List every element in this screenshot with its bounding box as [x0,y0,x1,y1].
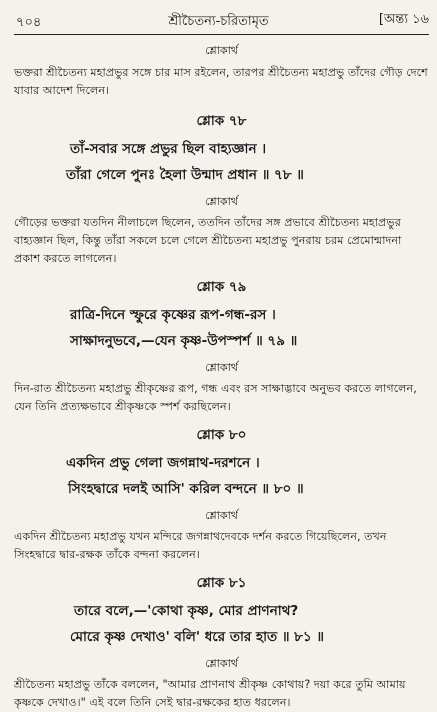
verse-number: শ্লোক ৭৯ [196,279,247,295]
verse-block-80 [14,424,429,564]
translation-label: শ্লোকার্থ [205,361,238,374]
translation-label: শ্লোকার্থ [205,657,238,670]
verse-line-2: সাক্ষাদনুভবে,—যেন কৃষ্ণ-উপস্পর্শ ॥ ৭৯ ॥ [70,333,298,349]
translation-text: গৌড়ের ভক্তরা যতদিন নীলাচলে ছিলেন, ততদিন তাঁদের সঙ্গ প্রভাবে শ্রীচৈতন্য মহাপ্রভুর বাহ্যজ্ঞান ছিল, কিন্তু তাঁরা সকলে চলে গেলে শ্রীচৈতন্য মহাপ্রভু পুনরায় চরম প্রেমোন্মাদনা প্রকাশ করতে লাগলেন। [14,216,402,265]
verse-number: শ্লোক ৭৮ [196,113,247,129]
translation-text: দিন-রাত শ্রীচৈতন্য মহাপ্রভু শ্রীকৃষ্ণের রূপ, গন্ধ এবং রস সাক্ষাদ্ভাবে অনুভব করতে লাগলেন, যেন তিনি প্রত্যক্ষভাবে শ্রীকৃষ্ণকে স্পর্শ করছিলেন। [14,382,417,413]
header-rule [14,34,429,35]
verse-number: শ্লোক ৮০ [196,427,247,443]
translation-text: শ্রীচৈতন্য মহাপ্রভু তাঁকে বললেন, "আমার প্রাণনাথ শ্রীকৃষ্ণ কোথায়? দয়া করে তুমি আমায় কৃষ্ণকে দেখাও।" এই বলে তিনি সেই দ্বার-রক্ষকের হাত ধরলেন। [14,678,406,709]
section-marker: [অন্ত্য ১৬ [378,12,429,27]
translation-text: একদিন শ্রীচৈতন্য মহাপ্রভু যখন মন্দিরে জগন্নাথদেবকে দর্শন করতে গিয়েছিলেন, তখন সিংহদ্বারে দ্বার-রক্ষক তাঁকে বন্দনা করলেন। [14,530,387,561]
verse-line-2: সিংহদ্বারে দলই আসি' করিল বন্দনে ॥ ৮০ ॥ [68,481,304,497]
translation-label: শ্লোকার্থ [205,509,238,522]
verse-line-1: তাঁ-সবার সঙ্গে প্রভুর ছিল বাহ্যজ্ঞান । [70,141,267,157]
verse-line-1: একদিন প্রভু গেলা জগন্নাথ-দরশনে । [66,455,260,471]
verse-line-1: তারে বলে,—'কোথা কৃষ্ণ, মোর প্রাণনাথ? [74,603,299,619]
book-title: শ্রীচৈতন্য-চরিতামৃত [168,14,269,29]
page-number: ৭০৪ [16,15,42,30]
verse-block-81 [14,572,429,712]
verse-block-79 [14,276,429,416]
verse-line-2: মোরে কৃষ্ণ দেখাও' বলি' ধরে তার হাত ॥ ৮১ ॥ [70,629,325,645]
translation-text: ভক্তরা শ্রীচৈতন্য মহাপ্রভুর সঙ্গে চার মাস রইলেন, তারপর শ্রীচৈতন্য মহাপ্রভু তাঁদের গৌড় দেশে যাবার আদেশ দিলেন। [14,66,428,97]
page-content [14,40,429,712]
verse-block-78 [14,110,429,268]
page-header [0,8,437,34]
translation-block-77 [14,42,429,100]
verse-number: শ্লোক ৮১ [196,575,247,591]
verse-line-2: তাঁরা গেলে পুনঃ হৈলা উন্মাদ প্রধান ॥ ৭৮ ॥ [66,167,304,183]
verse-line-1: রাত্রি-দিনে স্ফুরে কৃষ্ণের রূপ-গন্ধ-রস । [70,307,276,323]
translation-label: শ্লোকার্থ [205,195,238,208]
translation-label: শ্লোকার্থ [205,44,238,57]
